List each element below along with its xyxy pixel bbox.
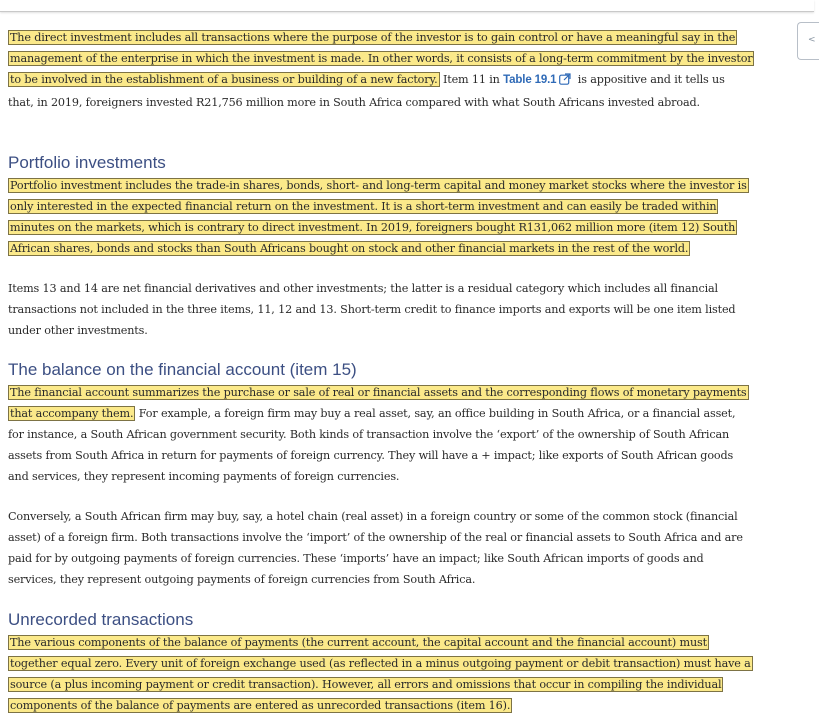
paragraph-financial-account-imports: Conversely, a South African firm may buy, say, a hotel chain (real asset) in a foreign country or some of the common stock (financial asset) of a foreign firm. Both transactions involve the ‘import’ of the ownership of the real or financial assets to South Africa and are paid for by outgoing payments of foreign currencies. These ‘imports’ have an impact; like South African imports of goods and services, they represent outgoing payments of foreign currencies from South Africa. bbox=[8, 510, 743, 587]
highlighted-text[interactable]: The various components of the balance of payments (the current account, the capital account and the financial account) must together equal zero. Every unit of foreign exchange used (as reflected in a minus outgoing payment or debit transaction) must have a source (a plus incoming payment or credit transaction). However, all errors and omissions that occur in compiling the individual components of the balance of payments are entered as unrecorded transactions (item 16). bbox=[10, 636, 751, 713]
body-text: is appositive and it tells us that, in 2019, foreigners invested R21,756 million more in South Africa compared with what South Africans invested abroad. bbox=[8, 73, 725, 110]
body-text: For example, a foreign firm may buy a real asset, say, an office building in South Africa, or a financial asset, for instance, a South African government security. Both kinds of transaction involve the ‘export’ of the ownership of South African assets from South Africa in return for payments of foreign currency. They will have a + impact; like exports of South African goods and services, they represent incoming payments of foreign currencies. bbox=[8, 407, 736, 484]
chevron-left-icon: < bbox=[808, 35, 816, 45]
body-text: Item 11 in bbox=[439, 73, 504, 87]
paragraph-unrecorded-transactions bbox=[8, 632, 753, 716]
external-link-icon[interactable] bbox=[559, 71, 571, 92]
section-heading-financial-account-balance: The balance on the financial account (item 15) bbox=[8, 360, 357, 379]
top-toolbar bbox=[0, 0, 814, 12]
side-panel-toggle[interactable] bbox=[797, 22, 819, 60]
paragraph-other-investments: Items 13 and 14 are net financial derivatives and other investments; the latter is a residual category which includes all financial transactions not included in the three items, 11, 12 and 13. Short-term credit to finance imports and exports will be one item listed under other investments. bbox=[8, 282, 736, 338]
section-heading-portfolio-investments: Portfolio investments bbox=[8, 153, 166, 172]
highlighted-text[interactable]: The direct investment includes all transactions where the purpose of the investor is to gain control or have a meaningful say in the management of the enterprise in which the investment is made. In other words, it consists of a long-term commitment by the investor to be involved in the establishment of a business or building of a new factory. bbox=[10, 31, 753, 87]
paragraph-direct-investments bbox=[8, 27, 753, 113]
highlighted-text[interactable]: The financial account summarizes the purchase or sale of real or financial assets and the corresponding flows of monetary payments that accompany them. bbox=[10, 386, 747, 421]
table-link[interactable]: Table 19.1 bbox=[503, 74, 557, 87]
paragraph-portfolio-investments bbox=[8, 175, 753, 259]
highlighted-text[interactable]: Portfolio investment includes the trade-in shares, bonds, short- and long-term capital and money market stocks where the investor is only interested in the expected financial return on the investment. It is a short-term investment and can easily be traded within minutes on the markets, which is contrary to direct investment. In 2019, foreigners bought R131,062 million more (item 12) South African shares, bonds and stocks than South Africans bought on stock and other financial markets in the rest of the world. bbox=[10, 179, 747, 256]
section-heading-unrecorded-transactions: Unrecorded transactions bbox=[8, 610, 194, 629]
paragraph-financial-account bbox=[8, 382, 753, 487]
